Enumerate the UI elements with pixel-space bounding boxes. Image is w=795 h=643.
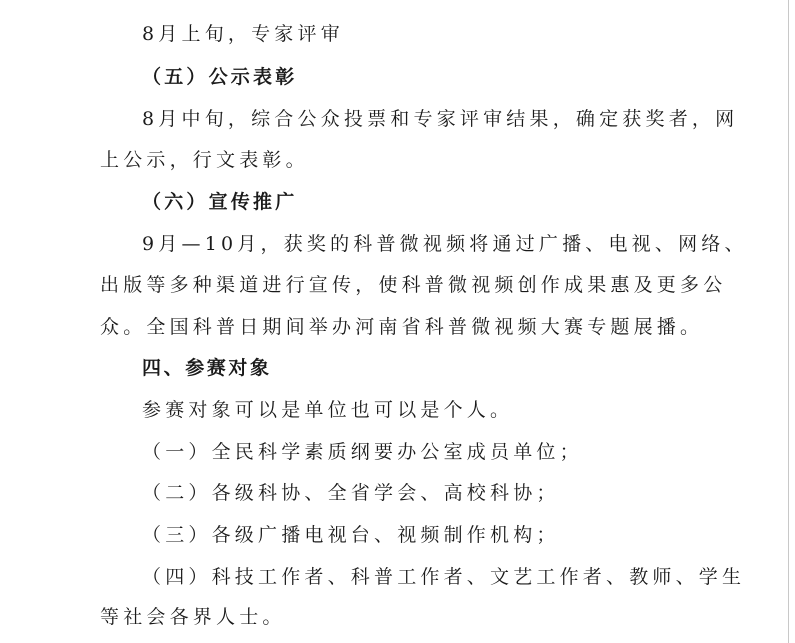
paragraph-line: 9月—10月，获奖的科普微视频将通过广播、电视、网络、 [142, 233, 748, 255]
paragraph-line: 出版等多种渠道进行宣传，使科普微视频创作成果惠及更多公 [100, 274, 727, 296]
paragraph-line: 众。全国科普日期间举办河南省科普微视频大赛专题展播。 [100, 316, 704, 338]
paragraph-line: 等社会各界人士。 [100, 606, 286, 628]
section-heading: （六）宣传推广 [142, 191, 298, 213]
page-edge-divider [788, 0, 789, 643]
list-item: （二）各级科协、全省学会、高校科协； [142, 482, 560, 504]
list-item: （四）科技工作者、科普工作者、文艺工作者、教师、学生 [142, 566, 746, 588]
list-item: （三）各级广播电视台、视频制作机构； [142, 524, 560, 546]
section-heading: （五）公示表彰 [142, 66, 298, 88]
paragraph-line: 参赛对象可以是单位也可以是个人。 [142, 399, 514, 421]
list-item: （一）全民科学素质纲要办公室成员单位； [142, 441, 583, 463]
chapter-heading: 四、参赛对象 [142, 357, 272, 379]
paragraph-line: 上公示，行文表彰。 [100, 149, 309, 171]
paragraph-line: 8月上旬，专家评审 [142, 23, 344, 45]
paragraph-line: 8月中旬，综合公众投票和专家评审结果，确定获奖者，网 [142, 108, 739, 130]
